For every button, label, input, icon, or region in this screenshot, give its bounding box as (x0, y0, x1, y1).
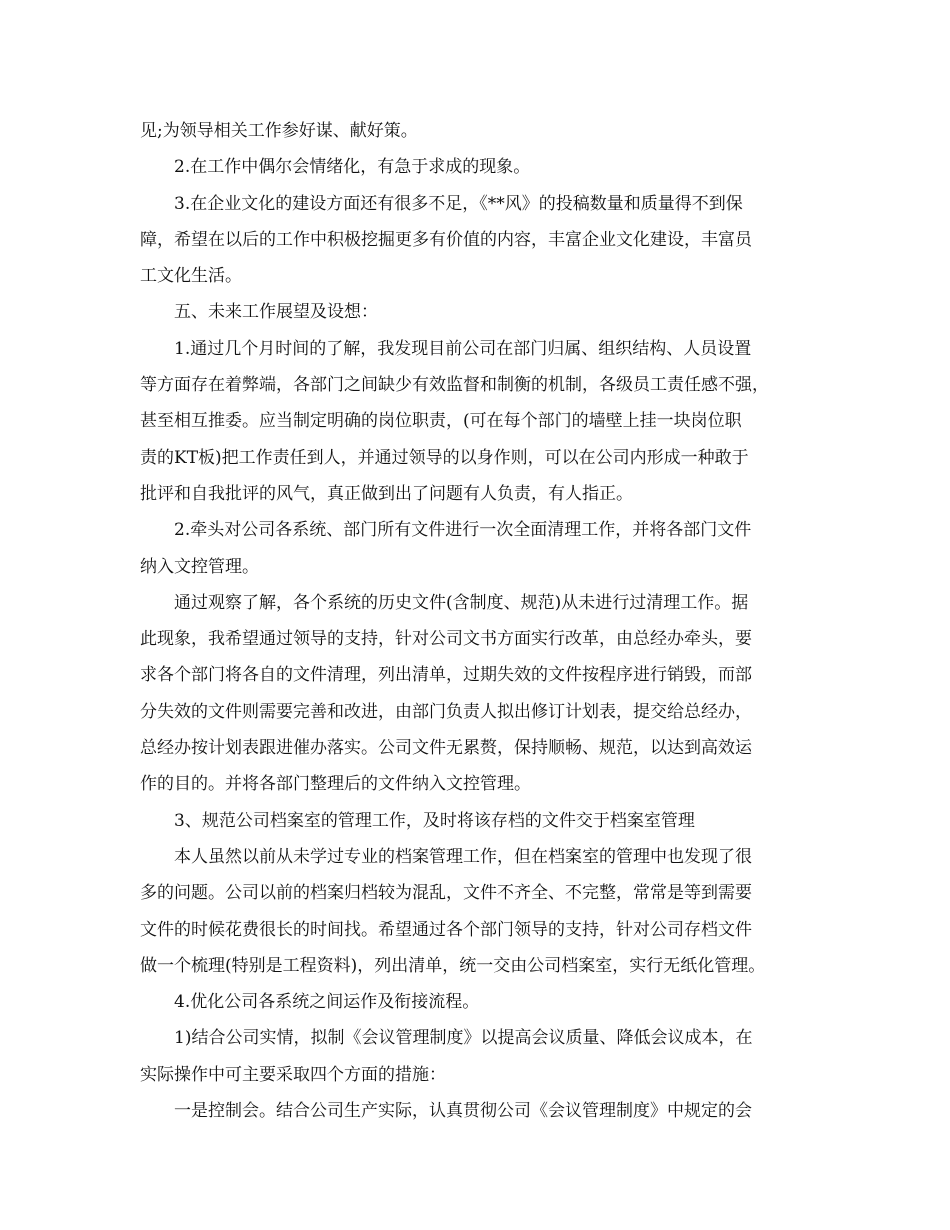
text-line: 2.牵头对公司各系统、部门所有文件进行一次全面清理工作，并将各部门文件 (174, 520, 752, 541)
section-heading: 五、未来工作展望及设想： (174, 302, 378, 323)
text-line: 纳入文控管理。 (140, 556, 259, 577)
text-line: 通过观察了解，各个系统的历史文件(含制度、规范)从未进行过清理工作。据 (174, 592, 749, 613)
text-line: 3、规范公司档案室的管理工作，及时将该存档的文件交于档案室管理 (174, 810, 695, 831)
text-line: 见;为领导相关工作参好谋、献好策。 (140, 121, 418, 141)
text-line: 3.在企业文化的建设方面还有很多不足，《**风》的投稿数量和质量得不到保 (174, 193, 743, 214)
text-line: 作的目的。并将各部门整理后的文件纳入文控管理。 (140, 774, 531, 795)
text-line: 本人虽然以前从未学过专业的档案管理工作，但在档案室的管理中也发现了很 (174, 846, 752, 867)
text-line: 做一个梳理(特别是工程资料)，列出清单，统一交由公司档案室，实行无纸化管理。 (140, 955, 766, 976)
document-page (140, 113, 818, 1129)
text-line: 文件的时候花费很长的时间找。希望通过各个部门领导的支持，针对公司存档文件 (140, 919, 752, 940)
text-line: 甚至相互推委。应当制定明确的岗位职责，(可在每个部门的墙壁上挂一块岗位职 (140, 411, 742, 432)
text-line: 1)结合公司实情，拟制《会议管理制度》以提高会议质量、降低会议成本，在 (174, 1028, 753, 1049)
text-line: 等方面存在着弊端，各部门之间缺少有效监督和制衡的机制，各级员工责任感不强， (140, 375, 769, 396)
text-line: 2.在工作中偶尔会情绪化，有急于求成的现象。 (174, 157, 531, 178)
text-line: 分失效的文件则需要完善和改进，由部门负责人拟出修订计划表，提交给总经办， (140, 701, 752, 722)
text-line: 一是控制会。结合公司生产实际，认真贯彻公司《会议管理制度》中规定的会 (174, 1101, 752, 1122)
text-line: 多的问题。公司以前的档案归档较为混乱，文件不齐全、不完整，常常是等到需要 (140, 883, 752, 904)
text-line: 1.通过几个月时间的了解，我发现目前公司在部门归属、组织结构、人员设置 (174, 338, 752, 359)
text-line: 工文化生活。 (140, 266, 242, 287)
text-line: 障，希望在以后的工作中积极挖掘更多有价值的内容，丰富企业文化建设，丰富员 (140, 229, 752, 250)
text-line: 总经办按计划表跟进催办落实。公司文件无累赘，保持顺畅、规范，以达到高效运 (140, 738, 752, 759)
text-line: 实际操作中可主要采取四个方面的措施： (140, 1064, 446, 1085)
text-line: 批评和自我批评的风气，真正做到出了问题有人负责，有人指正。 (140, 483, 633, 504)
text-line: 此现象，我希望通过领导的支持，针对公司文书方面实行改革，由总经办牵头，要 (140, 629, 752, 650)
text-line: 4.优化公司各系统之间运作及衔接流程。 (174, 992, 480, 1013)
text-line: 责的KT板)把工作责任到人，并通过领导的以身作则，可以在公司内形成一种敢于 (140, 447, 749, 468)
text-line: 求各个部门将各自的文件清理，列出清单，过期失效的文件按程序进行销毁，而部 (140, 665, 752, 686)
